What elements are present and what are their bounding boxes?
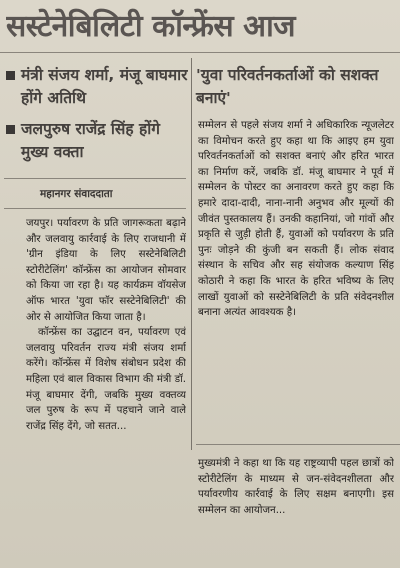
deck-item <box>4 118 188 164</box>
deck <box>4 64 188 110</box>
deck-text: मंत्री संजय शर्मा, मंजू बाघमार होंगे अतिथि <box>21 66 188 107</box>
left-column <box>26 216 186 568</box>
divider <box>4 178 186 179</box>
byline: महानगर संवाददाता <box>40 188 113 200</box>
paragraph: जयपुर। पर्यावरण के प्रति जागरूकता बढ़ाने और जलवायु कार्रवाई के लिए राजधानी में 'ग्रीन इंडिया के लिए सस्टेनेबिलिटी स्टोरीटेलिंग' कॉन्फ्रेंस का आयोजन सोमवार को किया जा रहा है। यह कार्यक्रम वॉयसेज ऑफ भारत 'युवा फॉर सस्टेनेबिलिटी' की ओर से आयोजित किया जाता है। <box>26 218 186 323</box>
right-column-top <box>198 118 394 436</box>
paragraph: मुख्यमंत्री ने कहा था कि यह राष्ट्रव्यापी पहल छात्रों को स्टोरीटेलिंग के माध्यम से जन-संवेदनशीलता और पर्यावरणीय कार्रवाई के लिए सक्षम बनाएगी। इस सम्मेलन का आयोजन... <box>198 458 394 516</box>
paragraph: सम्मेलन से पहले संजय शर्मा ने अधिकारिक न्यूजलेटर का विमोचन करते हुए कहा था कि आइए हम युवा परिवर्तनकर्ताओं को सशक्त बनाएं और हरित भारत का निर्माण करें, जबकि डॉ. मंजू बाघमार ने पूर्व में सम्मेलन के पोस्टर का अनावरण करते हुए कहा कि हमारे दादा-दादी, नाना-नानी अनुभव और मूल्यों की जीवंत पुस्तकालय हैं। उनकी कहानियां, जो गांवों और प्रकृति से जुड़ी होती हैं, युवाओं को पर्यावरण के प्रति पुनः जोड़ने की कुंजी बन सकती हैं। लोक संवाद संस्थान के सचिव और सह संयोजक कल्याण सिंह कोठारी ने कहा कि भारत के हरित भविष्य के लिए लाखों युवाओं को सस्टेनेबिलिटी के प्रति संवेदनशील बनाना अत्यंत आवश्यक है। <box>198 120 394 319</box>
pull-quote: 'युवा परिवर्तनकर्ताओं को सशक्त बनाएं' <box>196 66 379 107</box>
right-column-bottom <box>198 456 394 568</box>
paragraph: कॉन्फ्रेंस का उद्घाटन वन, पर्यावरण एवं जलवायु परिवर्तन राज्य मंत्री संजय शर्मा करेंगे। कॉन्फ्रेंस में विशेष संबोधन प्रदेश की महिला एवं बाल विकास विभाग की मंत्री डॉ. मंजू बाघमार देंगी, जबकि मुख्य वक्तव्य जल पुरुष के रूप में पहचाने जाने वाले राजेंद्र सिंह देंगे, जो सतत... <box>26 327 186 432</box>
divider <box>196 444 400 445</box>
headline: सस्टेनेबिलिटी कॉन्फ्रेंस आज <box>6 9 295 44</box>
divider <box>4 208 186 209</box>
column-divider <box>191 58 192 450</box>
deck-item <box>4 64 188 110</box>
deck-text: जलपुरुष राजेंद्र सिंह होंगे मुख्य वक्ता <box>21 120 161 161</box>
deck <box>4 118 188 164</box>
bullet-icon <box>6 71 15 80</box>
bullet-icon <box>6 125 15 134</box>
divider <box>0 52 400 53</box>
